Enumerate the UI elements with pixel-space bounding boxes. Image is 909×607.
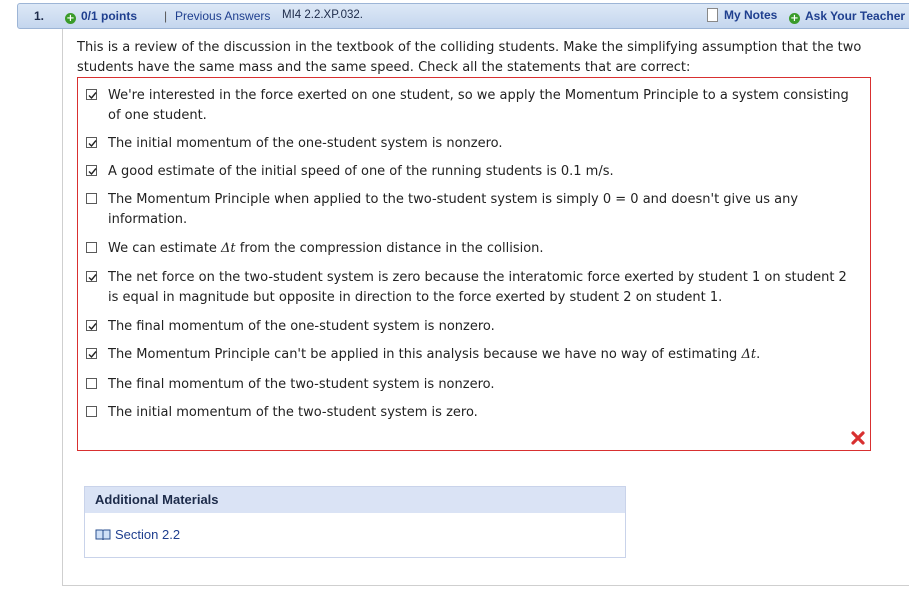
option-text: The net force on the two-student system is zero because the interatomic force exerted by student 1 on student 2 is equal in magnitude but opposite in direction to the force exerted by student 2 on student 1.: [108, 270, 847, 305]
points-toggle[interactable]: [65, 9, 137, 24]
option-item[interactable]: [86, 317, 861, 337]
note-icon[interactable]: [707, 8, 718, 22]
option-text: The initial momentum of the one-student system is nonzero.: [108, 136, 503, 151]
checkbox[interactable]: [86, 193, 97, 204]
section-link-label[interactable]: Section 2.2: [115, 527, 181, 542]
option-text-pre: We can estimate: [108, 241, 222, 256]
option-text-post: from the compression distance in the collision.: [235, 241, 544, 256]
option-text-post: .: [756, 347, 761, 362]
incorrect-x-icon: [851, 431, 865, 445]
checkbox[interactable]: [86, 137, 97, 148]
separator: |: [164, 9, 168, 23]
checkbox[interactable]: [86, 378, 97, 389]
ask-teacher-label[interactable]: Ask Your Teacher: [805, 9, 906, 23]
option-item[interactable]: [86, 134, 861, 154]
option-text: The final momentum of the two-student system is nonzero.: [108, 377, 495, 392]
points-label[interactable]: 0/1 points: [81, 9, 138, 23]
checkbox[interactable]: [86, 348, 97, 359]
option-item[interactable]: [86, 162, 861, 182]
section-link[interactable]: [95, 527, 180, 542]
option-text: The Momentum Principle when applied to the two-student system is simply 0 = 0 and doesn't give us any information.: [108, 192, 799, 227]
question-header-bar: [17, 3, 909, 29]
option-text: [108, 239, 861, 259]
previous-answers-link[interactable]: Previous Answers: [175, 9, 271, 23]
option-text: The initial momentum of the two-student system is zero.: [108, 405, 478, 420]
option-text: A good estimate of the initial speed of one of the running students is 0.1 m/s.: [108, 164, 614, 179]
option-item[interactable]: [86, 345, 861, 365]
option-item[interactable]: [86, 375, 861, 395]
option-text: [108, 345, 861, 365]
checkbox[interactable]: [86, 89, 97, 100]
option-item[interactable]: [86, 403, 861, 423]
delta-t-symbol: Δt: [221, 241, 236, 256]
checkbox[interactable]: [86, 242, 97, 253]
question-number: 1.: [34, 9, 45, 23]
plus-icon[interactable]: +: [790, 13, 799, 24]
checkbox[interactable]: [86, 406, 97, 417]
additional-materials-title: Additional Materials: [85, 487, 625, 513]
checkbox[interactable]: [86, 271, 97, 282]
checkbox[interactable]: [86, 165, 97, 176]
answer-checklist: [77, 77, 871, 451]
question-prompt: This is a review of the discussion in the textbook of the colliding students. Make the simplifying assumption that the two students have the same mass and the same speed. Check all the statements that are correct:: [77, 40, 862, 75]
option-text-pre: The Momentum Principle can't be applied in this analysis because we have no way of estimating: [108, 347, 742, 362]
book-icon[interactable]: [95, 529, 111, 541]
option-item[interactable]: [86, 86, 861, 126]
option-text: The final momentum of the one-student system is nonzero.: [108, 319, 495, 334]
my-notes-button[interactable]: [707, 8, 777, 22]
option-text: We're interested in the force exerted on one student, so we apply the Momentum Principle to a system consisting of one student.: [108, 88, 849, 123]
plus-icon[interactable]: +: [66, 13, 75, 24]
checkbox[interactable]: [86, 320, 97, 331]
my-notes-label[interactable]: My Notes: [724, 8, 778, 22]
option-item[interactable]: [86, 190, 861, 230]
delta-t-symbol: Δt: [741, 347, 757, 362]
option-item[interactable]: [86, 268, 861, 308]
option-item[interactable]: [86, 239, 861, 259]
ask-teacher-button[interactable]: [789, 9, 905, 24]
question-code: MI4 2.2.XP.032.: [282, 9, 363, 21]
additional-materials-panel: [84, 486, 626, 558]
